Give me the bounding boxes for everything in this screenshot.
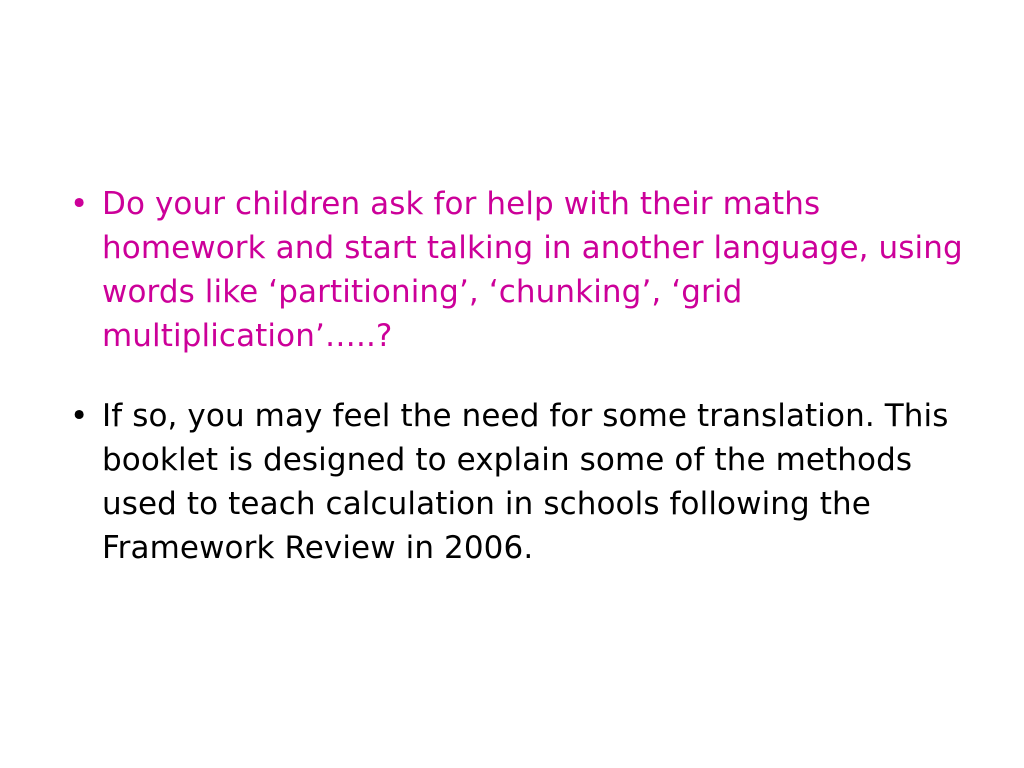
bullet-text-explanation: If so, you may feel the need for some translation. This booklet is designed to explain some of the methods used to teach calculation in schools following the Framework Review in 2006. (102, 398, 949, 566)
bullet-list (70, 182, 970, 570)
bullet-dot-icon: • (70, 398, 89, 434)
bullet-item-explanation (70, 394, 970, 570)
bullet-dot-icon: • (70, 186, 89, 222)
bullet-item-question (70, 182, 970, 358)
bullet-text-question: Do your children ask for help with their maths homework and start talking in another language, using words like ‘partitioning’, ‘chunking’, ‘grid multiplication’…..? (102, 186, 963, 354)
